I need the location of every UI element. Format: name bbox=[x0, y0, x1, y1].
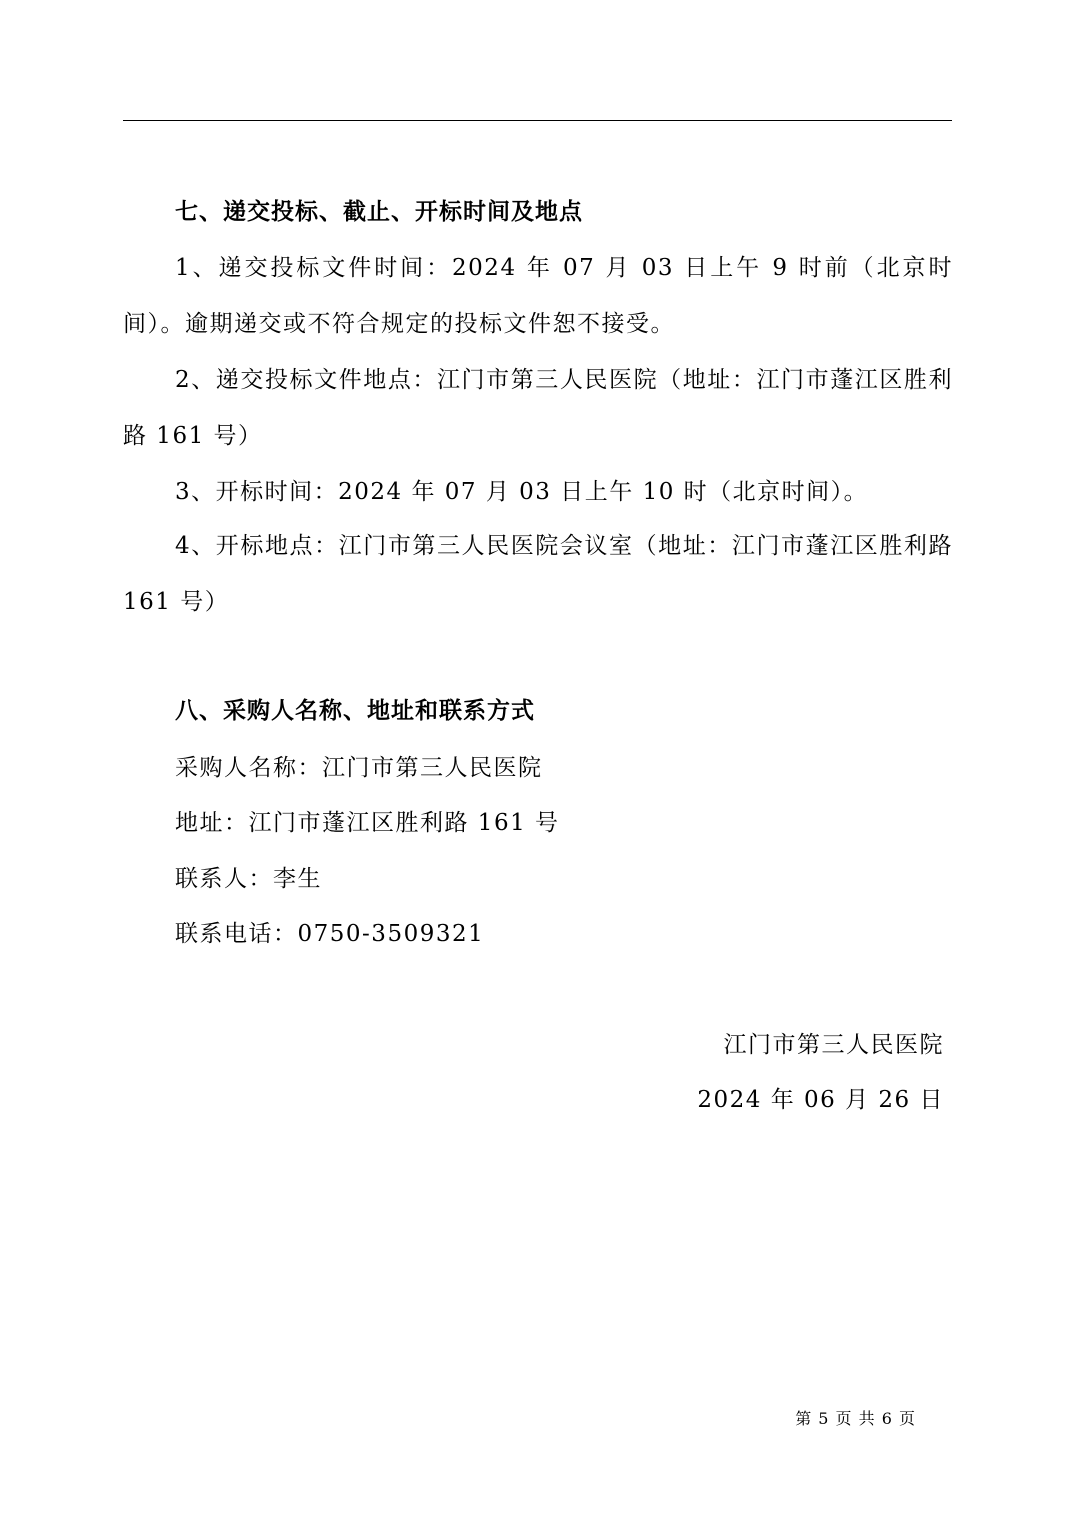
section-7-item-1: 1、递交投标文件时间：2024 年 07 月 03 日上午 9 时前（北京时间）。逾期递交或不符合规定的投标文件恕不接受。 bbox=[123, 255, 953, 337]
section-8-heading: 八、采购人名称、地址和联系方式 bbox=[175, 697, 535, 724]
section-7-item-2: 2、递交投标文件地点：江门市第三人民医院（地址：江门市蓬江区胜利路 161 号） bbox=[123, 367, 953, 449]
section-7-heading: 七、递交投标、截止、开标时间及地点 bbox=[175, 198, 583, 225]
signature-org: 江门市第三人民医院 bbox=[723, 1032, 944, 1058]
purchaser-name: 采购人名称：江门市第三人民医院 bbox=[175, 755, 543, 781]
contact-phone: 联系电话：0750-3509321 bbox=[175, 921, 485, 947]
signature-date: 2024 年 06 月 26 日 bbox=[697, 1087, 944, 1113]
contact-person: 联系人：李生 bbox=[175, 866, 322, 892]
header-rule bbox=[123, 120, 952, 121]
page-number: 第 5 页 共 6 页 bbox=[795, 1409, 916, 1428]
section-7-item-4: 4、开标地点：江门市第三人民医院会议室（地址：江门市蓬江区胜利路 161 号） bbox=[123, 533, 953, 615]
section-7-item-3: 3、开标时间：2024 年 07 月 03 日上午 10 时（北京时间）。 bbox=[175, 479, 869, 505]
purchaser-address: 地址：江门市蓬江区胜利路 161 号 bbox=[175, 810, 560, 836]
